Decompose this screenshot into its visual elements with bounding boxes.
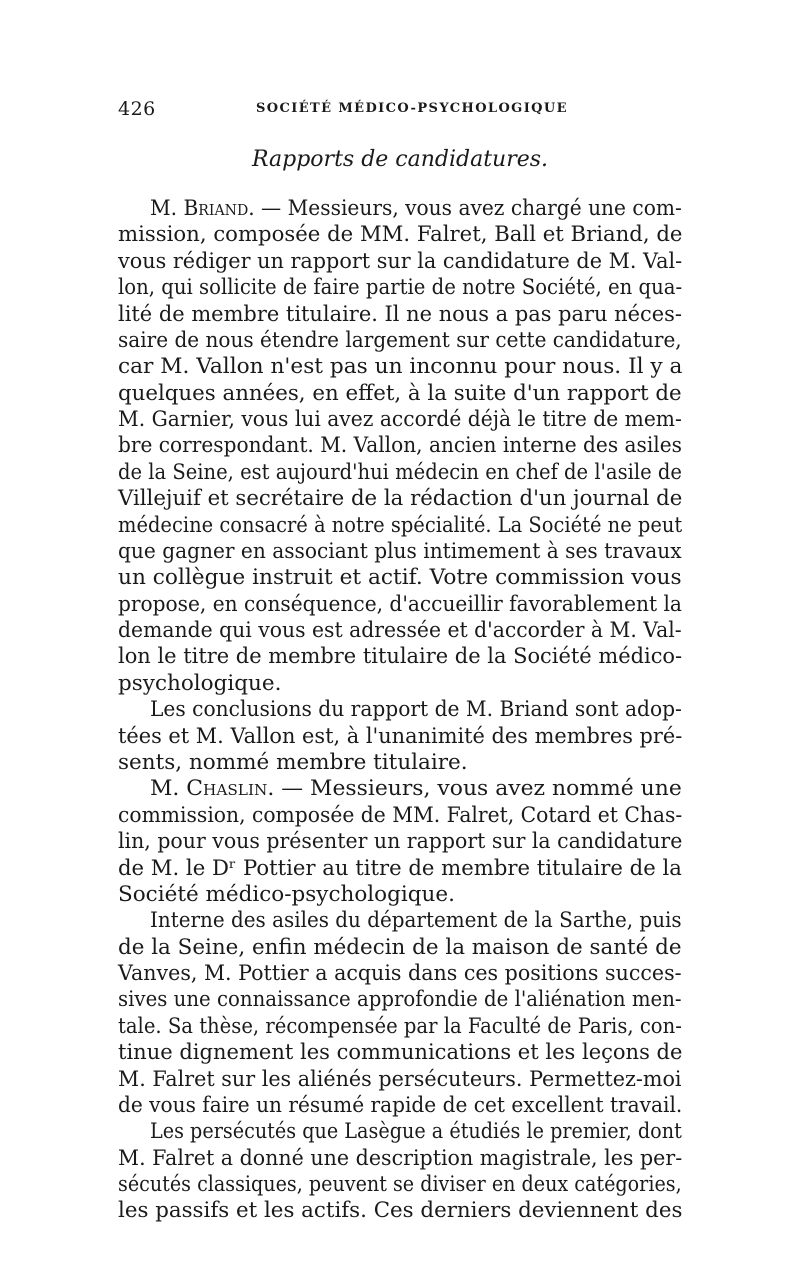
line-text: M. Garnier, vous lui avez accordé déjà le titre de mem- [118, 407, 682, 433]
line-text: Les conclusions du rapport de M. Briand sont adop- [150, 697, 682, 723]
text-line [118, 433, 682, 459]
line-text: — Messieurs, vous avez chargé une com- [254, 196, 682, 221]
running-head [118, 98, 688, 122]
line-text: commission, composée de MM. Falret, Cotard et Chas- [118, 802, 683, 828]
text-line [118, 407, 682, 433]
line-text: car M. Vallon n'est pas un inconnu pour nous. Il y a [118, 354, 683, 380]
line-text: demande qui vous est adressée et d'accorder à M. Val- [118, 618, 682, 644]
line-text: psychologique. [118, 670, 282, 696]
text-line [118, 750, 468, 776]
text-line [118, 328, 682, 354]
line-text: saire de nous étendre largement sur cette candidature, [118, 327, 682, 353]
line-text: de la Seine, est aujourd'hui médecin en chef de l'asile de [118, 459, 682, 485]
journal-title: SOCIÉTÉ MÉDICO-PSYCHOLOGIQUE [256, 101, 568, 116]
line-text: sécutés classiques, peuvent se diviser en deux catégories, [118, 1172, 682, 1198]
text-line [118, 1040, 682, 1066]
line-text: lon, qui sollicite de faire partie de notre Société, en qua- [118, 275, 683, 301]
line-text: Interne des asiles du département de la Sarthe, puis [150, 908, 682, 934]
text-line [118, 618, 682, 644]
line-text: lin, pour vous présenter un rapport sur la candidature [118, 829, 683, 855]
text-line [118, 724, 682, 750]
line-text: Les persécutés que Lasègue a étudiés le premier, dont [150, 1119, 682, 1145]
line-text: Villejuif et secrétaire de la rédaction d'un journal de [118, 486, 683, 512]
line-text: sents, nommé membre titulaire. [118, 749, 468, 775]
line-text: quelques années, en effet, à la suite d'un rapport de [118, 380, 682, 406]
line-text: tées et M. Vallon est, à l'unanimité des membres pré- [118, 723, 683, 749]
line-text: sives une connaissance approfondie de l'aliénation men- [118, 987, 682, 1013]
line-text: tinue dignement les communications et les leçons de [118, 1040, 683, 1066]
text-line [118, 275, 682, 301]
line-text: Vanves, M. Pottier a acquis dans ces positions succes- [118, 961, 682, 987]
text-line [118, 882, 455, 908]
page-number: 426 [118, 98, 156, 120]
text-line [118, 1146, 682, 1172]
text-line [118, 671, 281, 697]
line-text: que gagner en associant plus intimement à ses travaux [118, 538, 682, 564]
line-text: bre correspondant. M. Vallon, ancien interne des asiles [118, 433, 682, 459]
line-text: médecine consacré à notre spécialité. La Société ne peut [118, 512, 683, 538]
text-line [118, 565, 682, 591]
text-line [118, 460, 682, 486]
line-text: les passifs et les actifs. Ces derniers deviennent des [118, 1198, 683, 1224]
text-line [118, 829, 682, 855]
text-line [150, 196, 682, 222]
text-line [150, 908, 682, 934]
speaker-name: M. Briand. [150, 196, 255, 221]
text-line [118, 856, 682, 882]
text-line [118, 513, 682, 539]
text-line [118, 987, 682, 1013]
line-text: lon le titre de membre titulaire de la Société médico- [118, 644, 683, 670]
line-text: M. Falret a donné une description magistrale, les per- [118, 1145, 683, 1171]
line-text: un collègue instruit et actif. Votre commission vous [118, 565, 682, 591]
text-line [118, 592, 682, 618]
text-line [150, 1119, 682, 1145]
line-text: mission, composée de MM. Falret, Ball et Briand, de [118, 222, 683, 248]
line-text: M. Falret sur les aliénés persécuteurs. Permettez-moi [118, 1066, 682, 1092]
text-line [150, 776, 682, 802]
text-line [118, 1172, 682, 1198]
section-title: Rapports de candidatures. [251, 147, 549, 172]
line-text: propose, en conséquence, d'accueillir favorablement la [118, 591, 682, 617]
line-text: de M. le Dʳ Pottier au titre de membre titulaire de la [118, 855, 682, 881]
text-line [118, 1067, 682, 1093]
line-text: vous rédiger un rapport sur la candidature de M. Val- [118, 248, 683, 274]
line-text: lité de membre titulaire. Il ne nous a pas paru néces- [118, 301, 682, 327]
line-text: — Messieurs, vous avez nommé une [274, 776, 682, 802]
text-line [118, 803, 682, 829]
line-text: de vous faire un résumé rapide de cet excellent travail. [118, 1092, 683, 1118]
text-line [118, 961, 682, 987]
text-line [118, 302, 682, 328]
line-text: Société médico-psychologique. [118, 881, 455, 907]
text-line [118, 539, 682, 565]
text-line [118, 935, 682, 961]
text-line [118, 249, 682, 275]
speaker-name: M. Chaslin. [150, 776, 275, 802]
text-line [118, 486, 682, 512]
text-line [118, 381, 682, 407]
text-line [150, 697, 682, 723]
text-line [118, 1093, 682, 1119]
text-line [118, 1014, 682, 1040]
text-line [118, 222, 682, 248]
line-text: de la Seine, enfin médecin de la maison de santé de [118, 934, 682, 960]
text-line [118, 644, 682, 670]
text-line [118, 354, 682, 380]
text-line [118, 1198, 682, 1224]
line-text: tale. Sa thèse, récompensée par la Faculté de Paris, con- [118, 1013, 682, 1039]
